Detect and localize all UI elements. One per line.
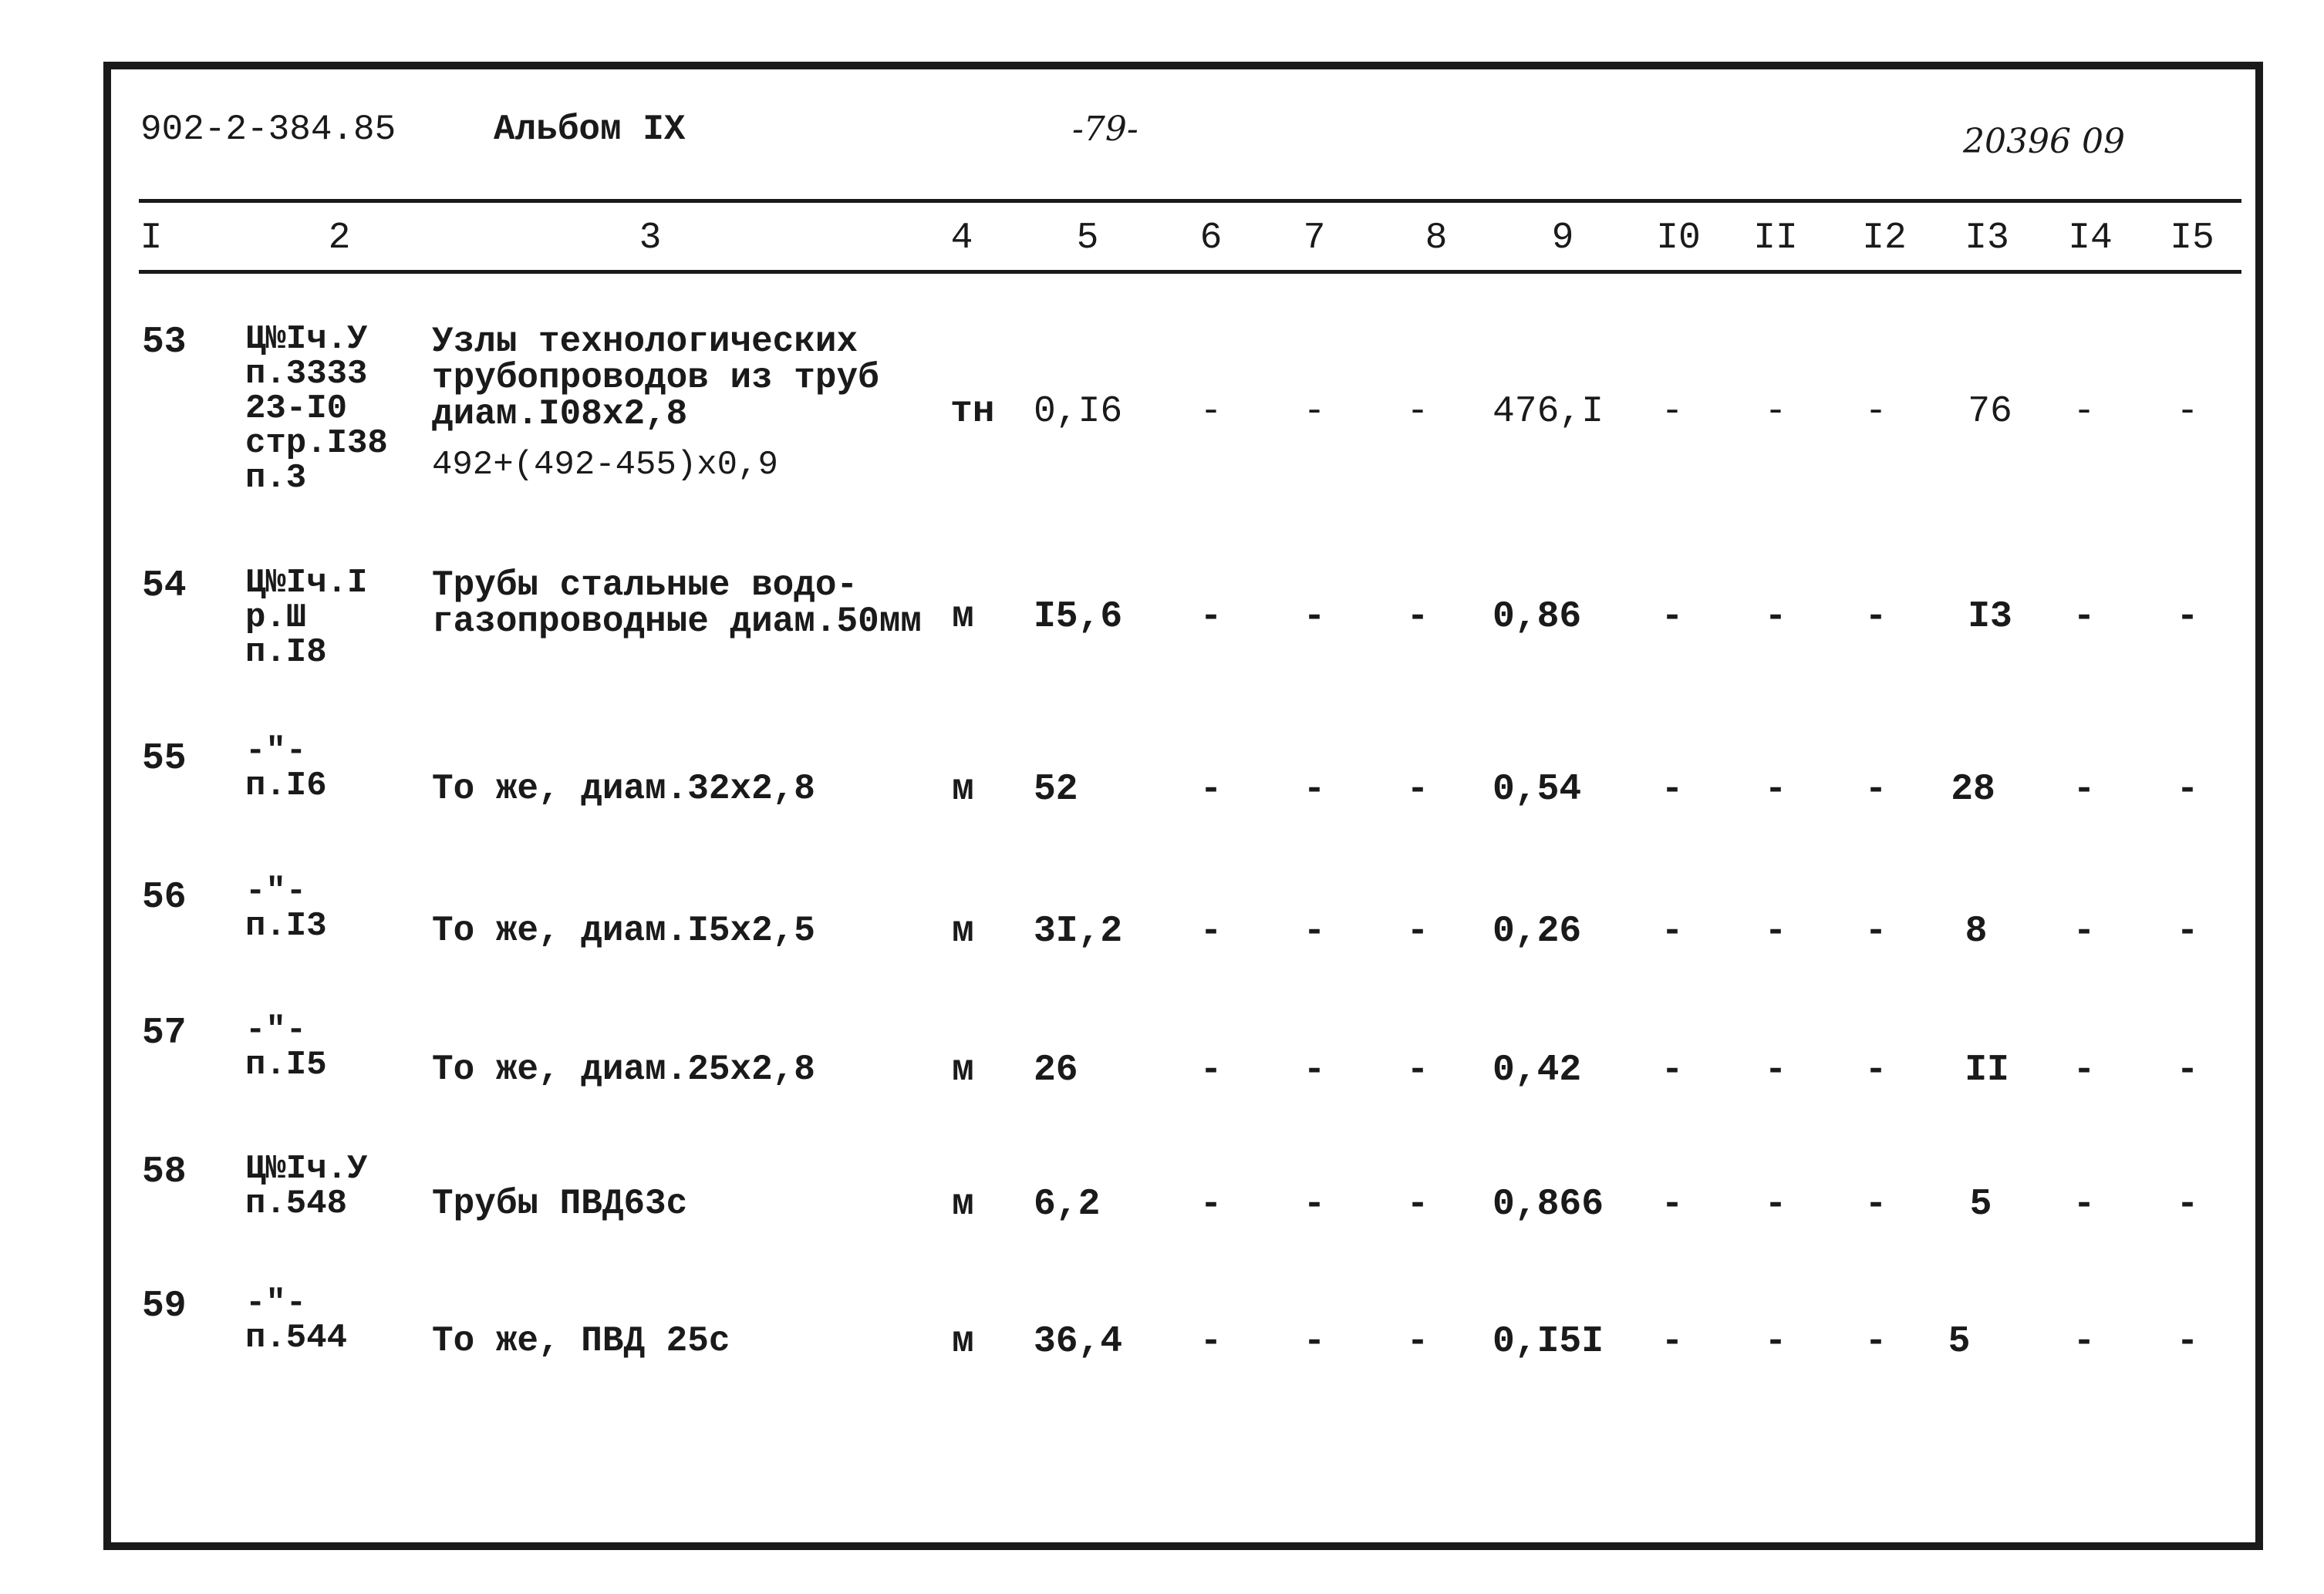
value-cell: -	[1199, 769, 1223, 810]
value-cell: -	[1199, 596, 1223, 638]
value-cell: -	[1303, 911, 1326, 952]
value-cell: -	[1303, 1184, 1326, 1225]
value-cell: -	[2073, 391, 2096, 433]
value-cell: 8	[1965, 911, 1988, 952]
value-cell: -	[2073, 911, 2096, 952]
value-cell: -	[1303, 1050, 1326, 1091]
value-cell: -	[1864, 391, 1887, 433]
column-number: 5	[1076, 217, 1099, 259]
column-number: 7	[1303, 217, 1326, 259]
header-top-rule	[139, 199, 2241, 203]
value-cell: -	[1864, 769, 1887, 810]
value-cell: -	[1764, 1321, 1787, 1363]
value-cell: -	[1661, 391, 1684, 433]
unit-cell: м	[952, 596, 974, 638]
value-cell: -	[2073, 1321, 2096, 1363]
row-number: 58	[142, 1151, 187, 1193]
quantity-cell: 36,4	[1034, 1321, 1123, 1363]
value-cell: -	[2073, 596, 2096, 638]
column-number: I0	[1656, 217, 1701, 259]
item-description: Узлы технологических трубопроводов из труб диам.I08x2,8	[432, 322, 879, 434]
unit-cell: м	[952, 1050, 974, 1091]
column-number: II	[1753, 217, 1798, 259]
column-number: I4	[2068, 217, 2113, 259]
row-number: 59	[142, 1286, 187, 1327]
value-cell: -	[1406, 911, 1429, 952]
quantity-cell: 6,2	[1034, 1184, 1101, 1225]
value-cell: 0,26	[1493, 911, 1582, 952]
item-description: То же, диам.32x2,8	[432, 769, 815, 809]
column-number: 9	[1551, 217, 1574, 259]
value-cell: -	[1864, 1050, 1887, 1091]
value-cell: -	[1199, 1050, 1223, 1091]
value-cell: 476,I	[1493, 391, 1604, 433]
value-cell: -	[1764, 1184, 1787, 1225]
value-cell: -	[1303, 596, 1326, 638]
value-cell: -	[1661, 1321, 1684, 1363]
value-cell: 0,I5I	[1493, 1321, 1604, 1363]
value-cell: -	[1199, 911, 1223, 952]
item-description: Трубы стальные водо- газопроводные диам.50мм	[432, 565, 922, 642]
column-number: 3	[639, 217, 662, 259]
unit-cell: м	[952, 1184, 974, 1225]
value-cell: -	[2073, 769, 2096, 810]
value-cell: -	[2176, 911, 2199, 952]
source-reference: -"- п.544	[245, 1284, 348, 1357]
value-cell: -	[1764, 596, 1787, 638]
source-reference: -"- п.I3	[245, 872, 327, 945]
value-cell: I3	[1968, 596, 2012, 638]
value-cell: -	[1864, 1321, 1887, 1363]
value-cell: -	[1199, 1321, 1223, 1363]
row-number: 53	[142, 322, 187, 363]
quantity-cell: 3I,2	[1034, 911, 1123, 952]
value-cell: -	[1661, 1184, 1684, 1225]
value-cell: 5	[1969, 1184, 1992, 1225]
value-cell: II	[1965, 1050, 2009, 1091]
quantity-formula: 492+(492-455)x0,9	[432, 446, 778, 484]
item-description: То же, диам.25x2,8	[432, 1050, 815, 1090]
value-cell: -	[1864, 911, 1887, 952]
source-reference: Ц№Iч.У п.548	[245, 1150, 368, 1223]
value-cell: -	[1199, 391, 1223, 433]
value-cell: -	[1406, 596, 1429, 638]
value-cell: 0,86	[1493, 596, 1582, 638]
page-frame	[103, 62, 2263, 1550]
quantity-cell: 26	[1034, 1050, 1078, 1091]
value-cell: 28	[1951, 769, 1995, 810]
value-cell: -	[1303, 391, 1326, 433]
value-cell: 0,54	[1493, 769, 1582, 810]
item-description: То же, ПВД 25с	[432, 1321, 730, 1361]
page-number: -79-	[1072, 110, 1138, 149]
value-cell: -	[1864, 1184, 1887, 1225]
value-cell: -	[2176, 391, 2199, 433]
row-number: 56	[142, 877, 187, 918]
value-cell: -	[1864, 596, 1887, 638]
column-number: 8	[1425, 217, 1448, 259]
unit-cell: м	[952, 911, 974, 952]
archive-number: 20396 09	[1963, 122, 2125, 161]
quantity-cell: 0,I6	[1034, 391, 1123, 433]
value-cell: -	[1303, 769, 1326, 810]
source-reference: -"- п.I6	[245, 732, 327, 805]
header-bottom-rule	[139, 270, 2241, 274]
value-cell: -	[1764, 769, 1787, 810]
column-number: I2	[1862, 217, 1907, 259]
value-cell: -	[1661, 1050, 1684, 1091]
value-cell: 5	[1948, 1321, 1971, 1363]
value-cell: -	[1764, 1050, 1787, 1091]
source-reference: Ц№Iч.У п.3333 23-I0 стр.I38 п.3	[245, 320, 388, 497]
item-description: Трубы ПВД63с	[432, 1184, 688, 1224]
value-cell: -	[1406, 769, 1429, 810]
value-cell: -	[1303, 1321, 1326, 1363]
source-reference: -"- п.I5	[245, 1011, 327, 1084]
album-title: Альбом IX	[494, 110, 686, 150]
value-cell: -	[2176, 1050, 2199, 1091]
row-number: 57	[142, 1013, 187, 1054]
value-cell: -	[2073, 1050, 2096, 1091]
column-number: 2	[328, 217, 351, 259]
value-cell: -	[2176, 596, 2199, 638]
value-cell: -	[2073, 1184, 2096, 1225]
document-code: 902-2-384.85	[140, 110, 396, 150]
column-number: 6	[1199, 217, 1223, 259]
value-cell: -	[1661, 769, 1684, 810]
value-cell: 0,42	[1493, 1050, 1582, 1091]
value-cell: -	[1406, 391, 1429, 433]
unit-cell: тн	[950, 391, 995, 433]
unit-cell: м	[952, 1321, 974, 1363]
column-number: 4	[950, 217, 973, 259]
value-cell: 76	[1968, 391, 2012, 433]
value-cell: -	[1406, 1321, 1429, 1363]
column-number: I3	[1965, 217, 2009, 259]
row-number: 55	[142, 738, 187, 780]
source-reference: Ц№Iч.I р.Ш п.I8	[245, 564, 368, 672]
quantity-cell: 52	[1034, 769, 1078, 810]
value-cell: -	[1406, 1050, 1429, 1091]
value-cell: -	[1764, 391, 1787, 433]
value-cell: 0,866	[1493, 1184, 1604, 1225]
value-cell: -	[2176, 1184, 2199, 1225]
value-cell: -	[2176, 1321, 2199, 1363]
column-number: I5	[2170, 217, 2214, 259]
value-cell: -	[2176, 769, 2199, 810]
value-cell: -	[1661, 596, 1684, 638]
unit-cell: м	[952, 769, 974, 810]
item-description: То же, диам.I5x2,5	[432, 911, 815, 951]
column-number: I	[140, 217, 163, 259]
row-number: 54	[142, 565, 187, 607]
quantity-cell: I5,6	[1034, 596, 1123, 638]
value-cell: -	[1661, 911, 1684, 952]
value-cell: -	[1406, 1184, 1429, 1225]
value-cell: -	[1199, 1184, 1223, 1225]
value-cell: -	[1764, 911, 1787, 952]
